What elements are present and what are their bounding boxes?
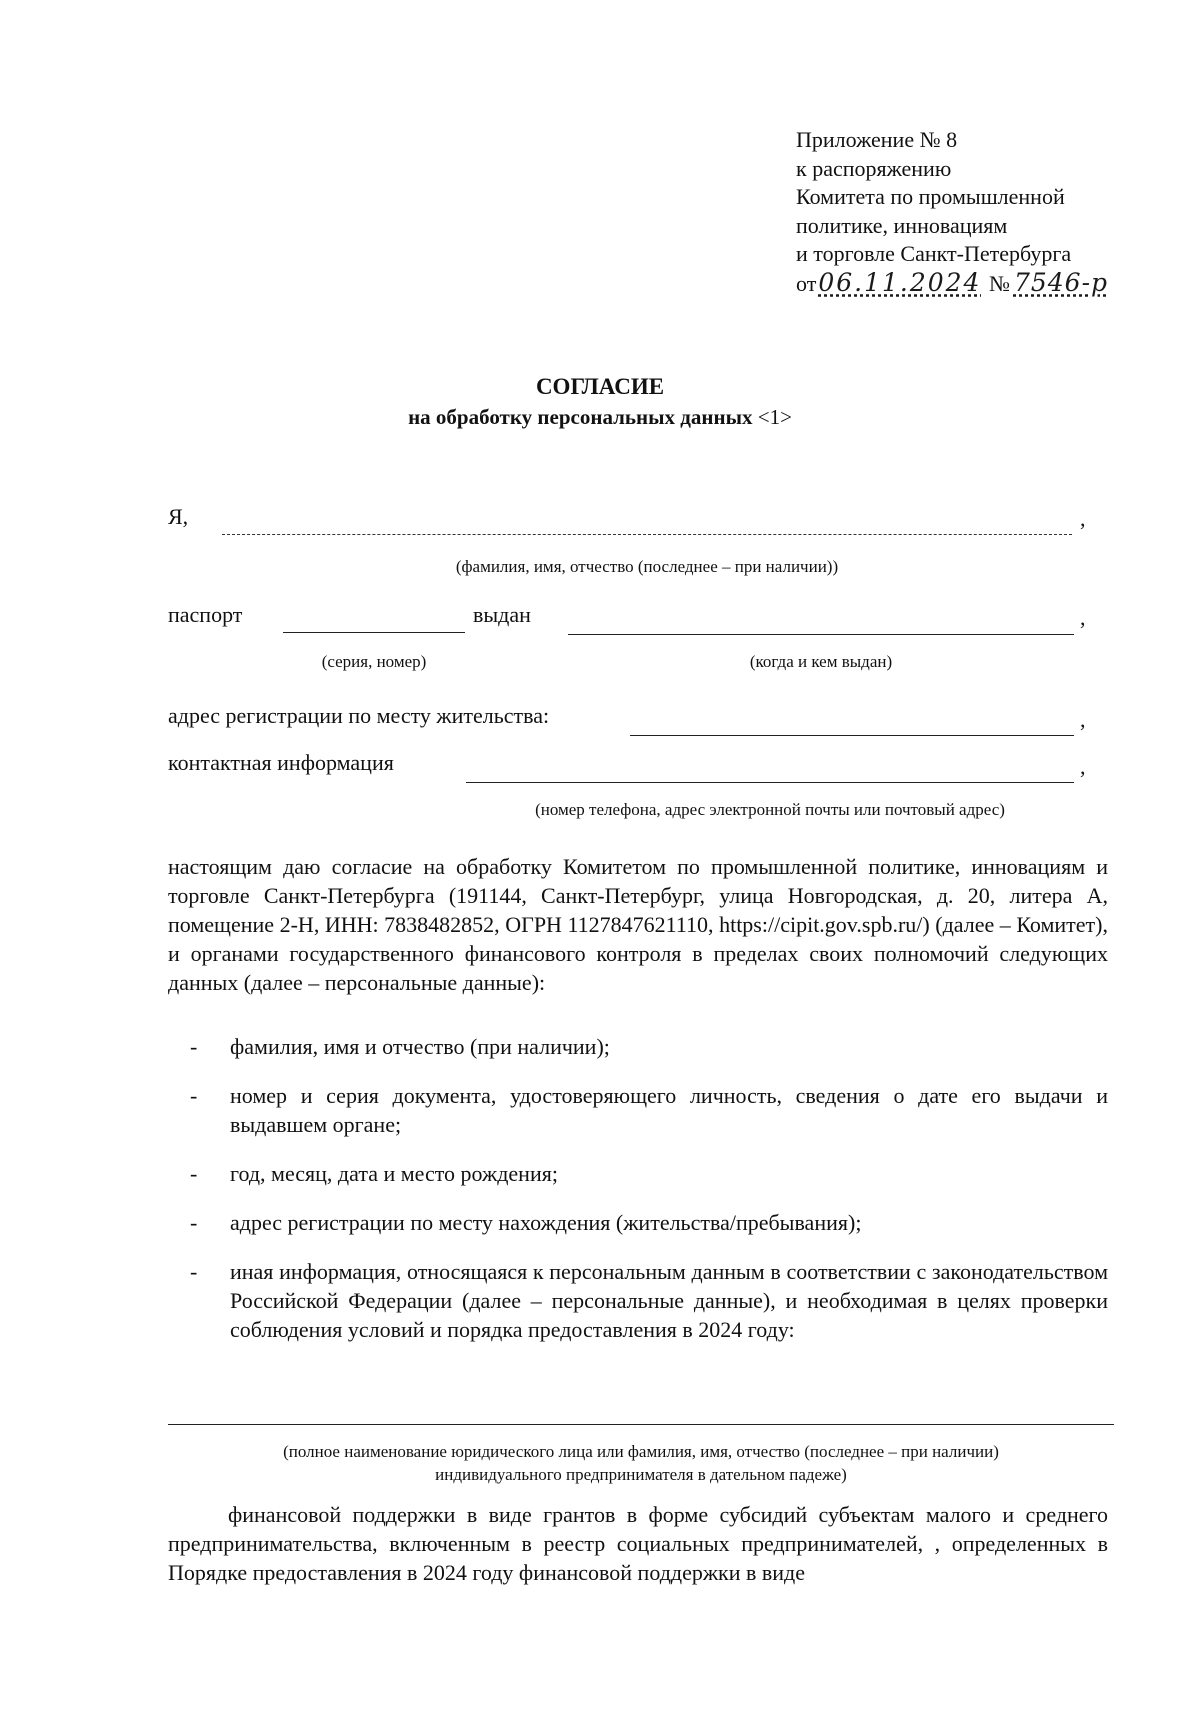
list-item-text: фамилия, имя и отчество (при наличии); (230, 1034, 610, 1059)
number-label: № (988, 270, 1010, 296)
title-sub (0, 402, 1200, 432)
issued-caption: (когда и кем выдан) (749, 652, 893, 671)
list-item (168, 1032, 1108, 1061)
list-item-text: иная информация, относящаяся к персональным данным в соответствии с законодательством Российской Федерации (далее – персональные данные), и необходимая в целях проверки соблюдения условий и порядка предоставления в 2024 году: (230, 1259, 1108, 1342)
list-item (168, 1208, 1108, 1237)
consent-paragraph: настоящим даю согласие на обработку Комитетом по промышленной политике, инновациям и торговле Санкт-Петербурга (191144, Санкт-Петербург, улица Новгородская, д. 20, литера А, помещение 2-Н, ИНН: 7838482852, ОГРН 1127847621110, https://cipit.gov.spb.ru/) (далее – Комитет), и органами государственного финансового контроля в пределах своих полномочий следующих данных (далее – персональные данные): (168, 854, 1108, 995)
appendix-line: к распоряжению (796, 155, 952, 181)
comma: , (1080, 754, 1086, 779)
list-item (168, 1081, 1108, 1139)
i-label: Я, (168, 504, 189, 529)
personal-data-list (168, 1032, 1108, 1364)
title-main: СОГЛАСИЕ (535, 374, 665, 399)
contact-field-line[interactable] (466, 782, 1074, 783)
contact-caption: (номер телефона, адрес электронной почты или почтовый адрес) (535, 800, 1005, 819)
comma: , (1080, 605, 1086, 630)
appendix-line: Комитета по промышленной (796, 184, 1065, 209)
address-label: адрес регистрации по месту жительства: (168, 703, 550, 728)
passport-issued-line[interactable] (568, 634, 1074, 635)
title-sub-text: на обработку персональных данных (408, 405, 753, 429)
list-item-text: адрес регистрации по месту нахождения (жительства/пребывания); (230, 1210, 862, 1235)
list-dash: - (190, 1161, 198, 1186)
handwritten-date: 06.11.2024 (818, 267, 982, 297)
list-item (168, 1257, 1108, 1344)
list-item (168, 1159, 1108, 1188)
list-dash: - (190, 1259, 198, 1284)
handwritten-number: 7546-р (1013, 267, 1109, 297)
comma: , (1080, 707, 1086, 732)
list-dash: - (190, 1034, 198, 1059)
appendix-line: и торговле Санкт-Петербурга (796, 241, 1072, 266)
support-paragraph: финансовой поддержки в виде грантов в форме субсидий субъектам малого и среднего предпринимательства, включенным в реестр социальных предпринимателей, , определенных в Порядке предоставления в 2024 году финансовой поддержки в виде (168, 1502, 1108, 1585)
passport-label: паспорт (168, 602, 243, 627)
fio-caption: (фамилия, имя, отчество (последнее – при наличии)) (455, 557, 839, 576)
appendix-header (796, 126, 1108, 298)
entity-caption-line: индивидуального предпринимателя в дательном падеже) (435, 1465, 847, 1484)
fio-field-line[interactable] (222, 534, 1072, 535)
entity-field-line[interactable] (168, 1424, 1114, 1425)
list-dash: - (190, 1083, 198, 1108)
list-item-text: номер и серия документа, удостоверяющего личность, сведения о дате его выдачи и выдавшем органе; (230, 1083, 1108, 1137)
issued-label: выдан (473, 602, 531, 627)
document-title (0, 372, 1200, 432)
series-caption: (серия, номер) (321, 652, 427, 671)
contact-label: контактная информация (168, 750, 394, 775)
address-field-line[interactable] (630, 735, 1074, 736)
comma: , (1080, 506, 1086, 531)
list-dash: - (190, 1210, 198, 1235)
footnote-ref: <1> (757, 405, 792, 429)
appendix-line: политике, инновациям (796, 212, 1008, 238)
passport-series-line[interactable] (283, 632, 465, 633)
entity-caption (168, 1440, 1114, 1486)
from-label: от (796, 270, 817, 296)
entity-caption-line: (полное наименование юридического лица или фамилия, имя, отчество (последнее – при наличии) (283, 1442, 999, 1461)
appendix-date-number (796, 269, 1108, 299)
list-item-text: год, месяц, дата и место рождения; (230, 1161, 558, 1186)
appendix-line: Приложение № 8 (796, 127, 958, 152)
